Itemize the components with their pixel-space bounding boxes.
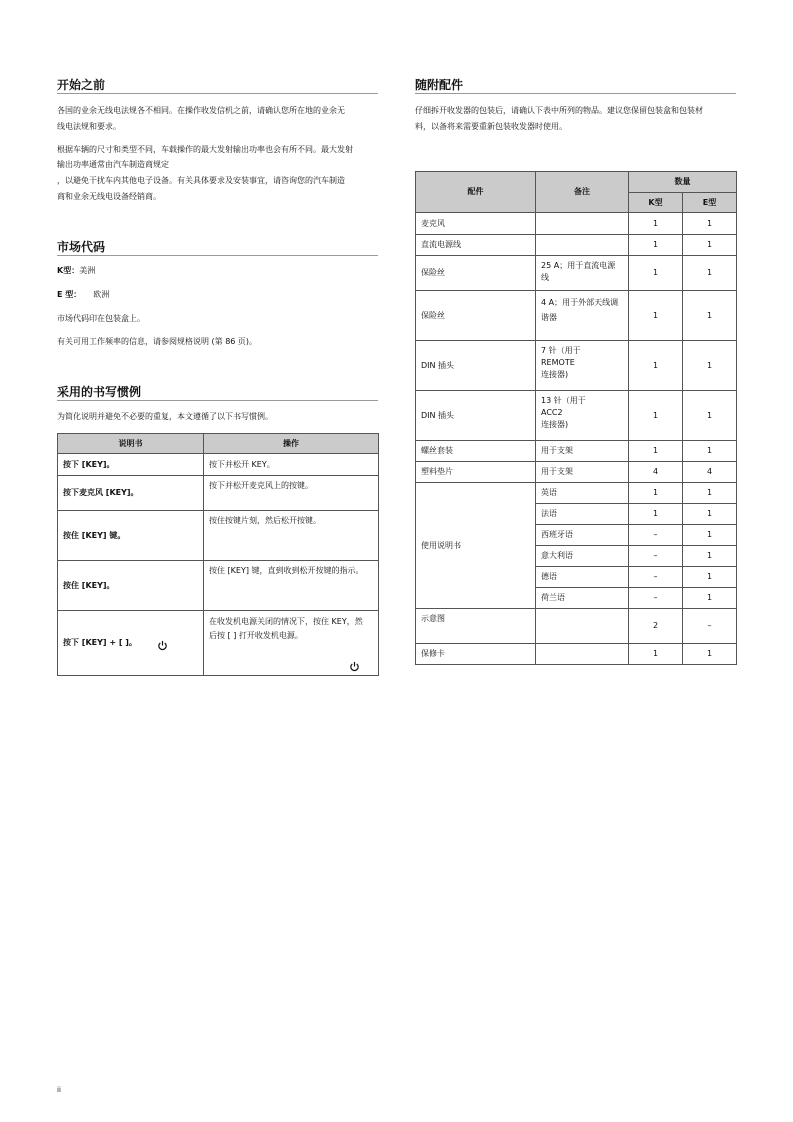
section-rule xyxy=(57,400,378,401)
before-para-1-line-1: 各国的业余无线电法规各不相同。在操作收发信机之前，请确认您所在地的业余无 xyxy=(57,106,345,115)
accessory-qty-k: 1 xyxy=(629,291,683,341)
accessory-qty-e: 1 xyxy=(683,567,737,588)
accessory-note: 用于支架 xyxy=(536,462,629,483)
power-icon xyxy=(349,661,360,672)
conventions-instruction: 按住 [KEY] 键。 xyxy=(58,511,204,561)
market-para-1: 市场代码印在包装盒上。 xyxy=(57,314,145,323)
table-row xyxy=(58,454,379,476)
accessory-item: 保险丝 xyxy=(416,256,536,291)
table-row xyxy=(58,511,379,561)
accessories-table xyxy=(415,171,737,665)
market-para-2: 有关可用工作频率的信息，请参阅规格说明 (第 86 页)。 xyxy=(57,337,258,346)
accessory-note-line: 谐器 xyxy=(541,313,557,322)
market-k-value: 美洲 xyxy=(79,266,96,275)
accessory-note xyxy=(536,644,629,665)
table-row xyxy=(58,476,379,511)
manual-language: 法语 xyxy=(536,504,629,525)
table-row xyxy=(416,483,737,504)
accessory-note-line: REMOTE xyxy=(541,358,575,367)
accessory-note: 25 A；用于直流电源线 xyxy=(536,256,629,291)
manual-language: 意大利语 xyxy=(536,546,629,567)
section-title-before-starting: 开始之前 xyxy=(57,78,106,92)
supplied-para-line-2: 料，以备将来需要重新包装收发器时使用。 xyxy=(415,122,567,131)
accessories-col-k: K型 xyxy=(629,193,683,213)
supplied-para-line-1: 仔细拆开收发器的包装后，请确认下表中所列的物品。建议您保留包装盒和包装材 xyxy=(415,106,703,115)
page-number: ii xyxy=(57,1086,61,1094)
accessory-qty-e: 1 xyxy=(683,546,737,567)
accessory-qty-k: 1 xyxy=(629,341,683,391)
conventions-operation: 按下并松开 KEY。 xyxy=(204,454,379,476)
market-k xyxy=(57,263,95,279)
conventions-operation: 按住 [KEY] 键，直到收到松开按键的指示。 xyxy=(204,561,379,611)
section-title-market-codes: 市场代码 xyxy=(57,240,106,254)
conventions-operation: 按住按键片刻，然后松开按键。 xyxy=(204,511,379,561)
accessory-note xyxy=(536,609,629,644)
conventions-instruction: 按住 [KEY]。 xyxy=(58,561,204,611)
accessory-note-line: 连接器) xyxy=(541,420,569,429)
accessory-qty-e: 4 xyxy=(683,462,737,483)
accessories-col-qty: 数量 xyxy=(629,172,737,193)
accessory-qty-e: 1 xyxy=(683,588,737,609)
accessories-col-item: 配件 xyxy=(416,172,536,213)
accessory-qty-k: 1 xyxy=(629,213,683,235)
accessory-qty-e: 1 xyxy=(683,291,737,341)
accessory-qty-k: 1 xyxy=(629,644,683,665)
conventions-col-instruction: 说明书 xyxy=(58,434,204,454)
manual-language: 德语 xyxy=(536,567,629,588)
accessory-item: DIN 插头 xyxy=(416,391,536,441)
before-para-1-line-2: 线电法规和要求。 xyxy=(57,122,121,131)
manual-language: 西班牙语 xyxy=(536,525,629,546)
accessory-qty-e: 1 xyxy=(683,504,737,525)
accessory-note-line: 连接器) xyxy=(541,370,569,379)
accessory-item: 保修卡 xyxy=(416,644,536,665)
accessory-item: DIN 插头 xyxy=(416,341,536,391)
accessory-qty-e: 1 xyxy=(683,644,737,665)
accessory-note xyxy=(536,235,629,256)
before-para-2-line-3: ，以避免干扰车内其他电子设备。有关具体要求及安装事宜，请咨询您的汽车制造 xyxy=(57,176,345,185)
conventions-instruction: 按下麦克风 [KEY]。 xyxy=(58,476,204,511)
accessory-qty-k: 4 xyxy=(629,462,683,483)
accessory-qty-e: 1 xyxy=(683,235,737,256)
accessory-qty-e: 1 xyxy=(683,213,737,235)
market-e xyxy=(57,287,109,303)
table-row xyxy=(416,462,737,483)
accessory-qty-k: 1 xyxy=(629,441,683,462)
table-row xyxy=(416,644,737,665)
section-title-conventions: 采用的书写惯例 xyxy=(57,385,142,399)
table-row xyxy=(416,213,737,235)
accessory-note-line: 13 针（用于 xyxy=(541,396,586,405)
accessory-qty-k: 1 xyxy=(629,235,683,256)
before-para-2-line-2: 输出功率通常由汽车制造商规定 xyxy=(57,160,169,169)
accessory-qty-e: 1 xyxy=(683,256,737,291)
conventions-operation-line-1: 在收发机电源关闭的情况下，按住 KEY，然 xyxy=(209,617,363,626)
accessory-qty-e: 1 xyxy=(683,483,737,504)
accessory-note xyxy=(536,291,629,341)
table-row xyxy=(58,611,379,676)
manual-language: 英语 xyxy=(536,483,629,504)
accessory-item: 保险丝 xyxy=(416,291,536,341)
accessory-note-line: ACC2 xyxy=(541,408,563,417)
section-rule xyxy=(415,93,736,94)
table-row xyxy=(416,235,737,256)
accessory-qty-k: – xyxy=(629,525,683,546)
conventions-operation-line-2: 后按 [ ] 打开收发机电源。 xyxy=(209,631,303,640)
conventions-instruction: 按下 [KEY] + [ ]。 xyxy=(58,611,204,676)
table-row xyxy=(416,441,737,462)
accessory-qty-e: – xyxy=(683,609,737,644)
table-row xyxy=(416,291,737,341)
table-row xyxy=(416,391,737,441)
accessory-note xyxy=(536,213,629,235)
accessory-qty-e: 1 xyxy=(683,391,737,441)
accessory-qty-e: 1 xyxy=(683,341,737,391)
manual-language: 荷兰语 xyxy=(536,588,629,609)
power-icon xyxy=(157,640,168,651)
conventions-table xyxy=(57,433,379,676)
accessory-item: 示意图 xyxy=(416,609,536,644)
accessory-item: 麦克风 xyxy=(416,213,536,235)
accessory-qty-k: – xyxy=(629,546,683,567)
accessory-item: 螺丝套装 xyxy=(416,441,536,462)
table-row xyxy=(58,561,379,611)
section-title-supplied-accessories: 随附配件 xyxy=(415,78,464,92)
accessory-qty-k: – xyxy=(629,588,683,609)
accessory-qty-k: 2 xyxy=(629,609,683,644)
market-e-label: E 型： xyxy=(57,290,82,299)
accessory-qty-k: – xyxy=(629,567,683,588)
accessory-note-line: 7 针（用于 xyxy=(541,346,581,355)
before-para-2-line-1: 根据车辆的尺寸和类型不同，车载操作的最大发射输出功率也会有所不同。最大发射 xyxy=(57,145,353,154)
table-row xyxy=(416,341,737,391)
accessory-qty-k: 1 xyxy=(629,256,683,291)
table-header-row xyxy=(58,434,379,454)
section-rule xyxy=(57,93,378,94)
conventions-intro: 为简化说明并避免不必要的重复，本文遵循了以下书写惯例。 xyxy=(57,412,273,421)
section-rule xyxy=(57,255,378,256)
conventions-operation: 按下并松开麦克风上的按键。 xyxy=(204,476,379,511)
market-e-value: 欧洲 xyxy=(93,290,110,299)
table-row xyxy=(416,609,737,644)
accessory-qty-k: 1 xyxy=(629,391,683,441)
accessory-item: 直流电源线 xyxy=(416,235,536,256)
accessory-item: 使用说明书 xyxy=(416,483,536,609)
accessory-qty-k: 1 xyxy=(629,483,683,504)
table-row xyxy=(416,256,737,291)
accessory-qty-k: 1 xyxy=(629,504,683,525)
market-k-label: K型： xyxy=(57,266,80,275)
accessory-qty-e: 1 xyxy=(683,441,737,462)
accessory-note-line: 4 A；用于外部天线调 xyxy=(541,298,619,307)
conventions-col-operation: 操作 xyxy=(204,434,379,454)
accessories-col-note: 备注 xyxy=(536,172,629,213)
table-header-row xyxy=(416,172,737,193)
conventions-instruction: 按下 [KEY]。 xyxy=(58,454,204,476)
before-para-2-line-4: 商和业余无线电设备经销商。 xyxy=(57,192,161,201)
accessory-qty-e: 1 xyxy=(683,525,737,546)
accessory-note xyxy=(536,341,629,391)
accessories-col-e: E型 xyxy=(683,193,737,213)
accessory-note xyxy=(536,391,629,441)
accessory-note: 用于支架 xyxy=(536,441,629,462)
accessory-item: 塑料垫片 xyxy=(416,462,536,483)
